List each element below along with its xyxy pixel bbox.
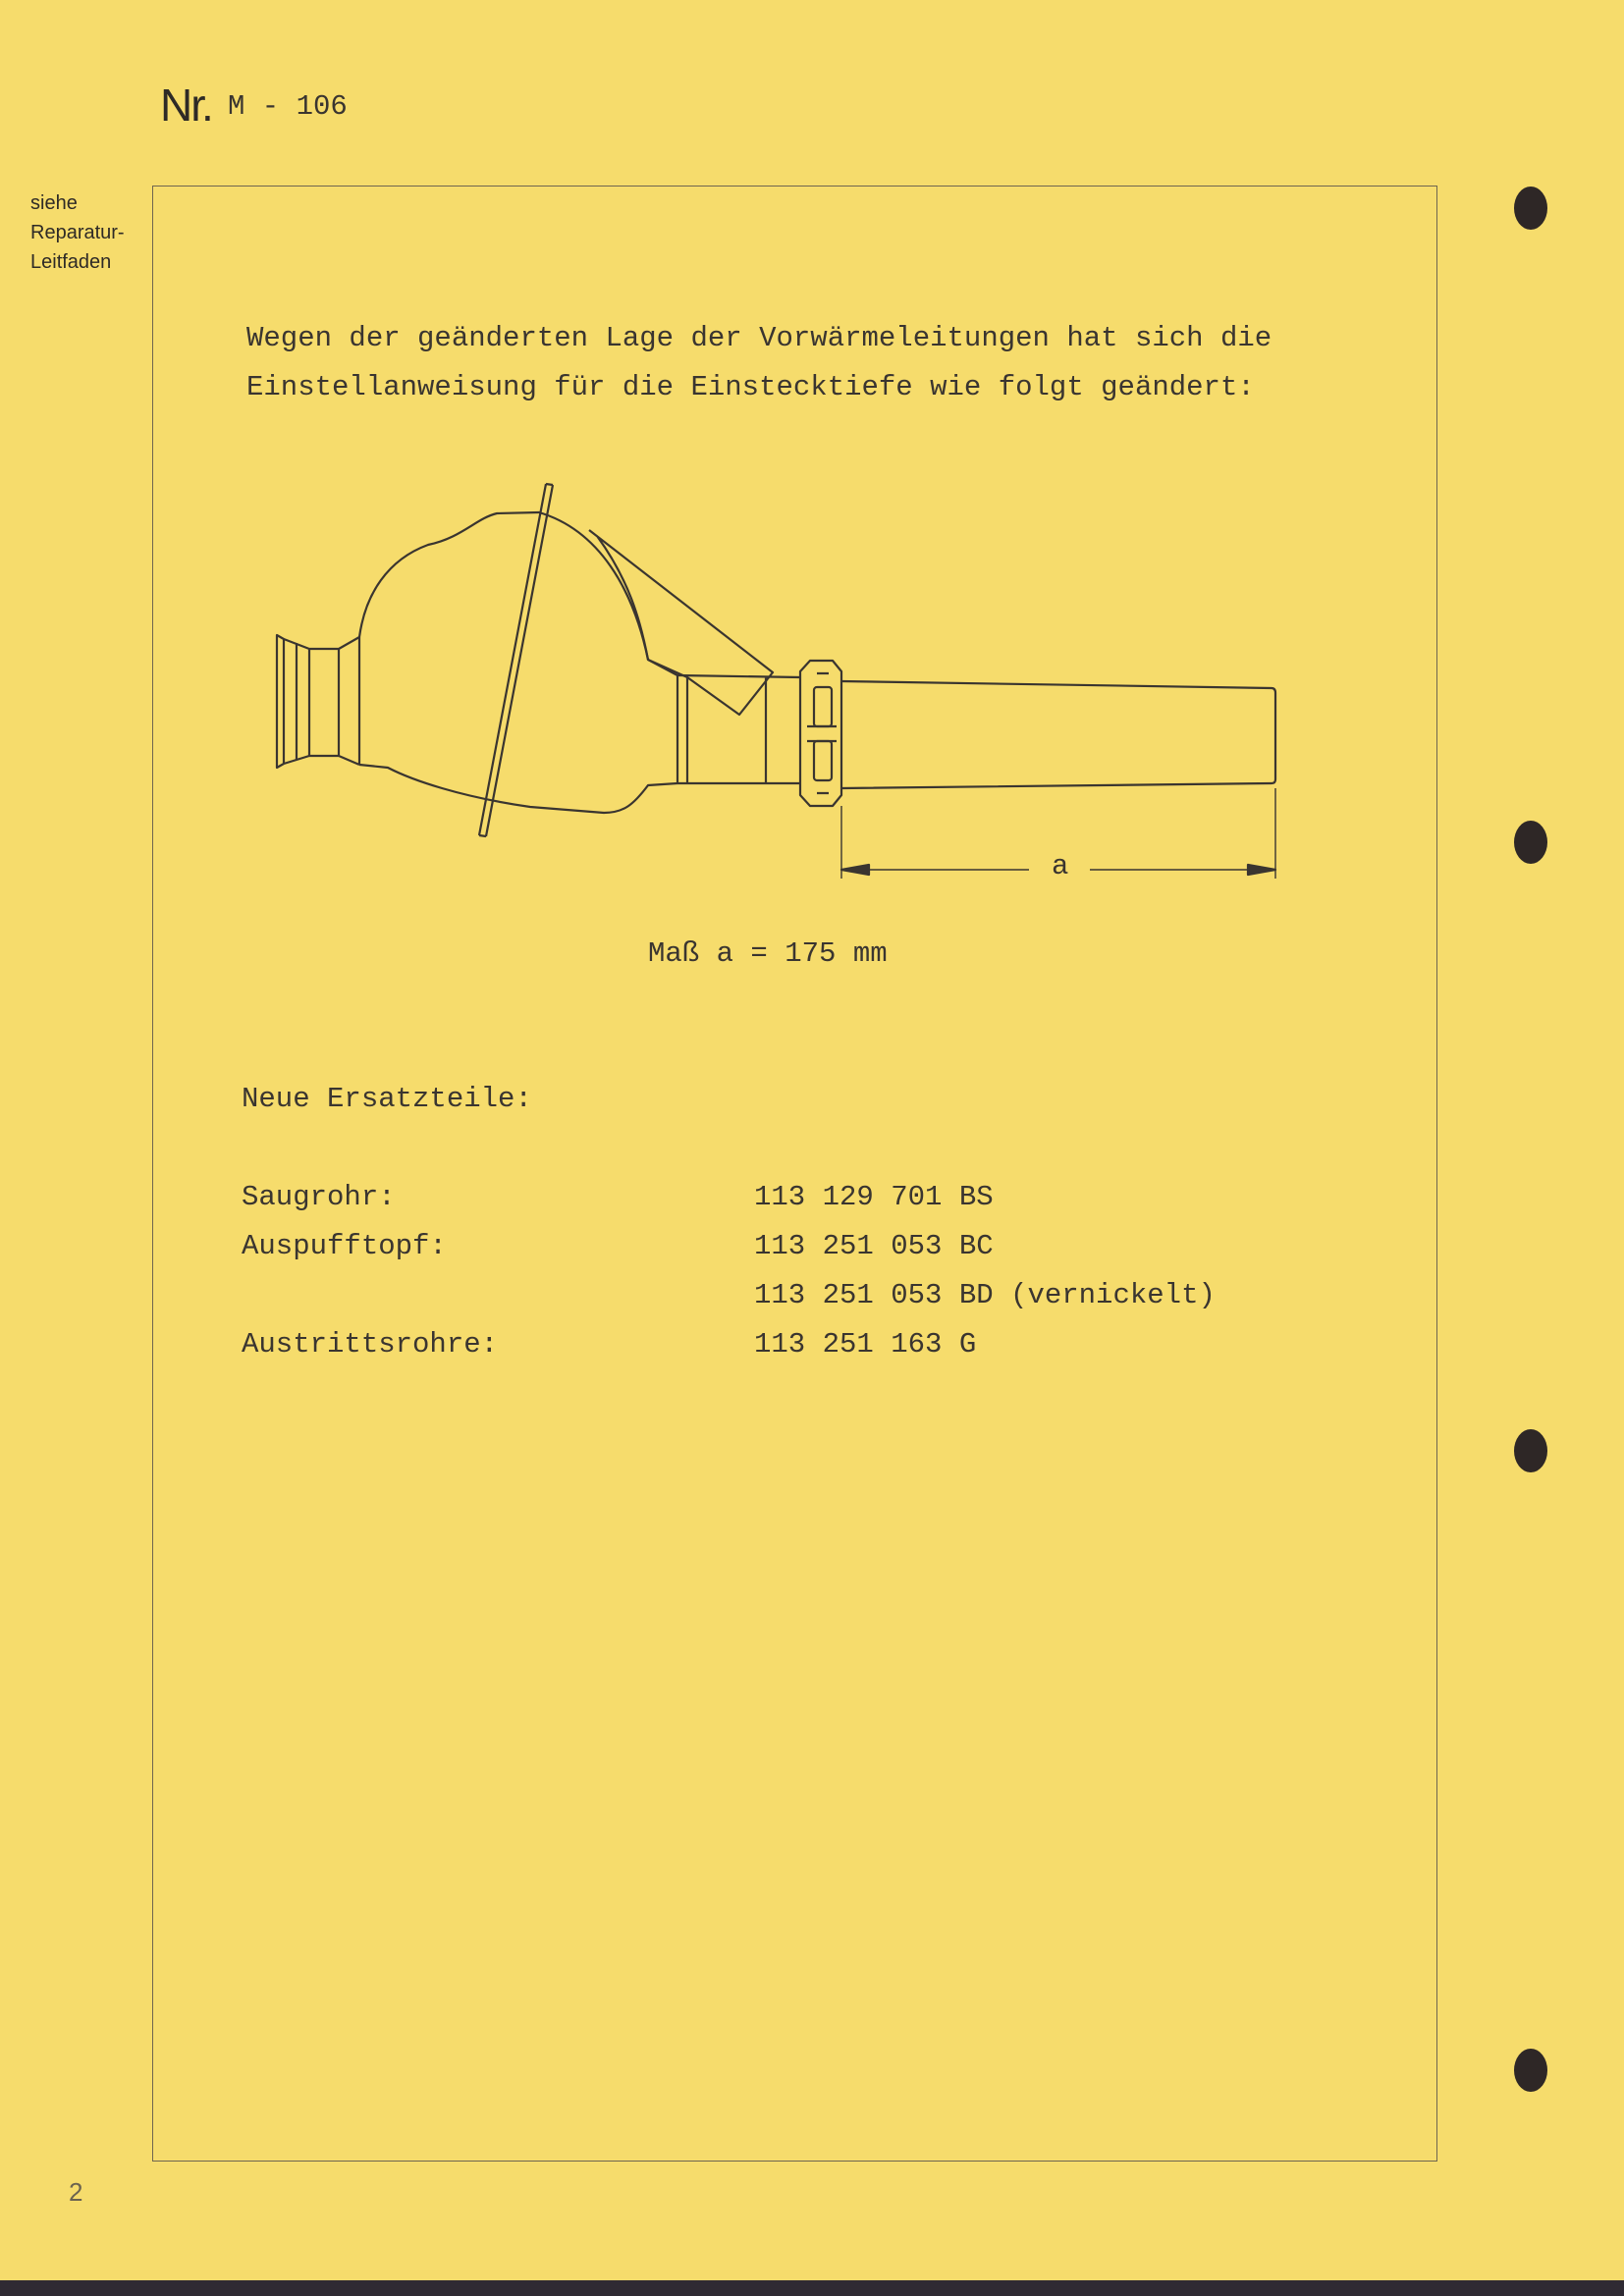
- inlet-flange: [277, 635, 359, 768]
- parts-heading: Neue Ersatzteile:: [242, 1083, 532, 1115]
- arrow-right-icon: [1248, 865, 1275, 875]
- number-label: Nr.: [160, 80, 212, 131]
- intro-line: Wegen der geänderten Lage der Vorwärmeleitungen hat sich die: [246, 322, 1272, 354]
- sidebar-note-line: siehe: [30, 192, 78, 214]
- punch-hole: [1514, 187, 1547, 230]
- clamp-bolt: [814, 741, 832, 780]
- part-number: 113 251 053 BD (vernickelt): [754, 1279, 1216, 1311]
- part-number: 113 251 053 BC: [754, 1230, 994, 1262]
- part-name: Saugrohr:: [242, 1181, 396, 1213]
- page-number: 2: [69, 2177, 83, 2207]
- part-name: Auspufftopf:: [242, 1230, 447, 1262]
- part-name: Austrittsrohre:: [242, 1328, 499, 1361]
- document-number: M - 106: [228, 90, 348, 123]
- sidebar-note-line: Leitfaden: [30, 251, 112, 273]
- dimension-label: a: [1052, 850, 1069, 882]
- outlet-neck: [677, 675, 800, 783]
- adjustment-rod: [479, 484, 553, 836]
- intro-line: Einstellanweisung für die Einstecktiefe wie folgt geändert:: [246, 371, 1255, 403]
- clamp-bolt: [814, 687, 832, 726]
- punch-hole: [1514, 1429, 1547, 1472]
- scan-edge: [0, 2280, 1624, 2296]
- punch-hole: [1514, 821, 1547, 864]
- tail-pipe: [841, 681, 1275, 788]
- part-number: 113 251 163 G: [754, 1328, 977, 1361]
- part-number: 113 129 701 BS: [754, 1181, 994, 1213]
- figure-caption: Maß a = 175 mm: [648, 937, 888, 970]
- clamp: [800, 661, 841, 806]
- sidebar-note-line: Reparatur-: [30, 222, 125, 243]
- arrow-left-icon: [841, 865, 869, 875]
- punch-hole: [1514, 2049, 1547, 2092]
- preheat-pipe: [589, 530, 773, 715]
